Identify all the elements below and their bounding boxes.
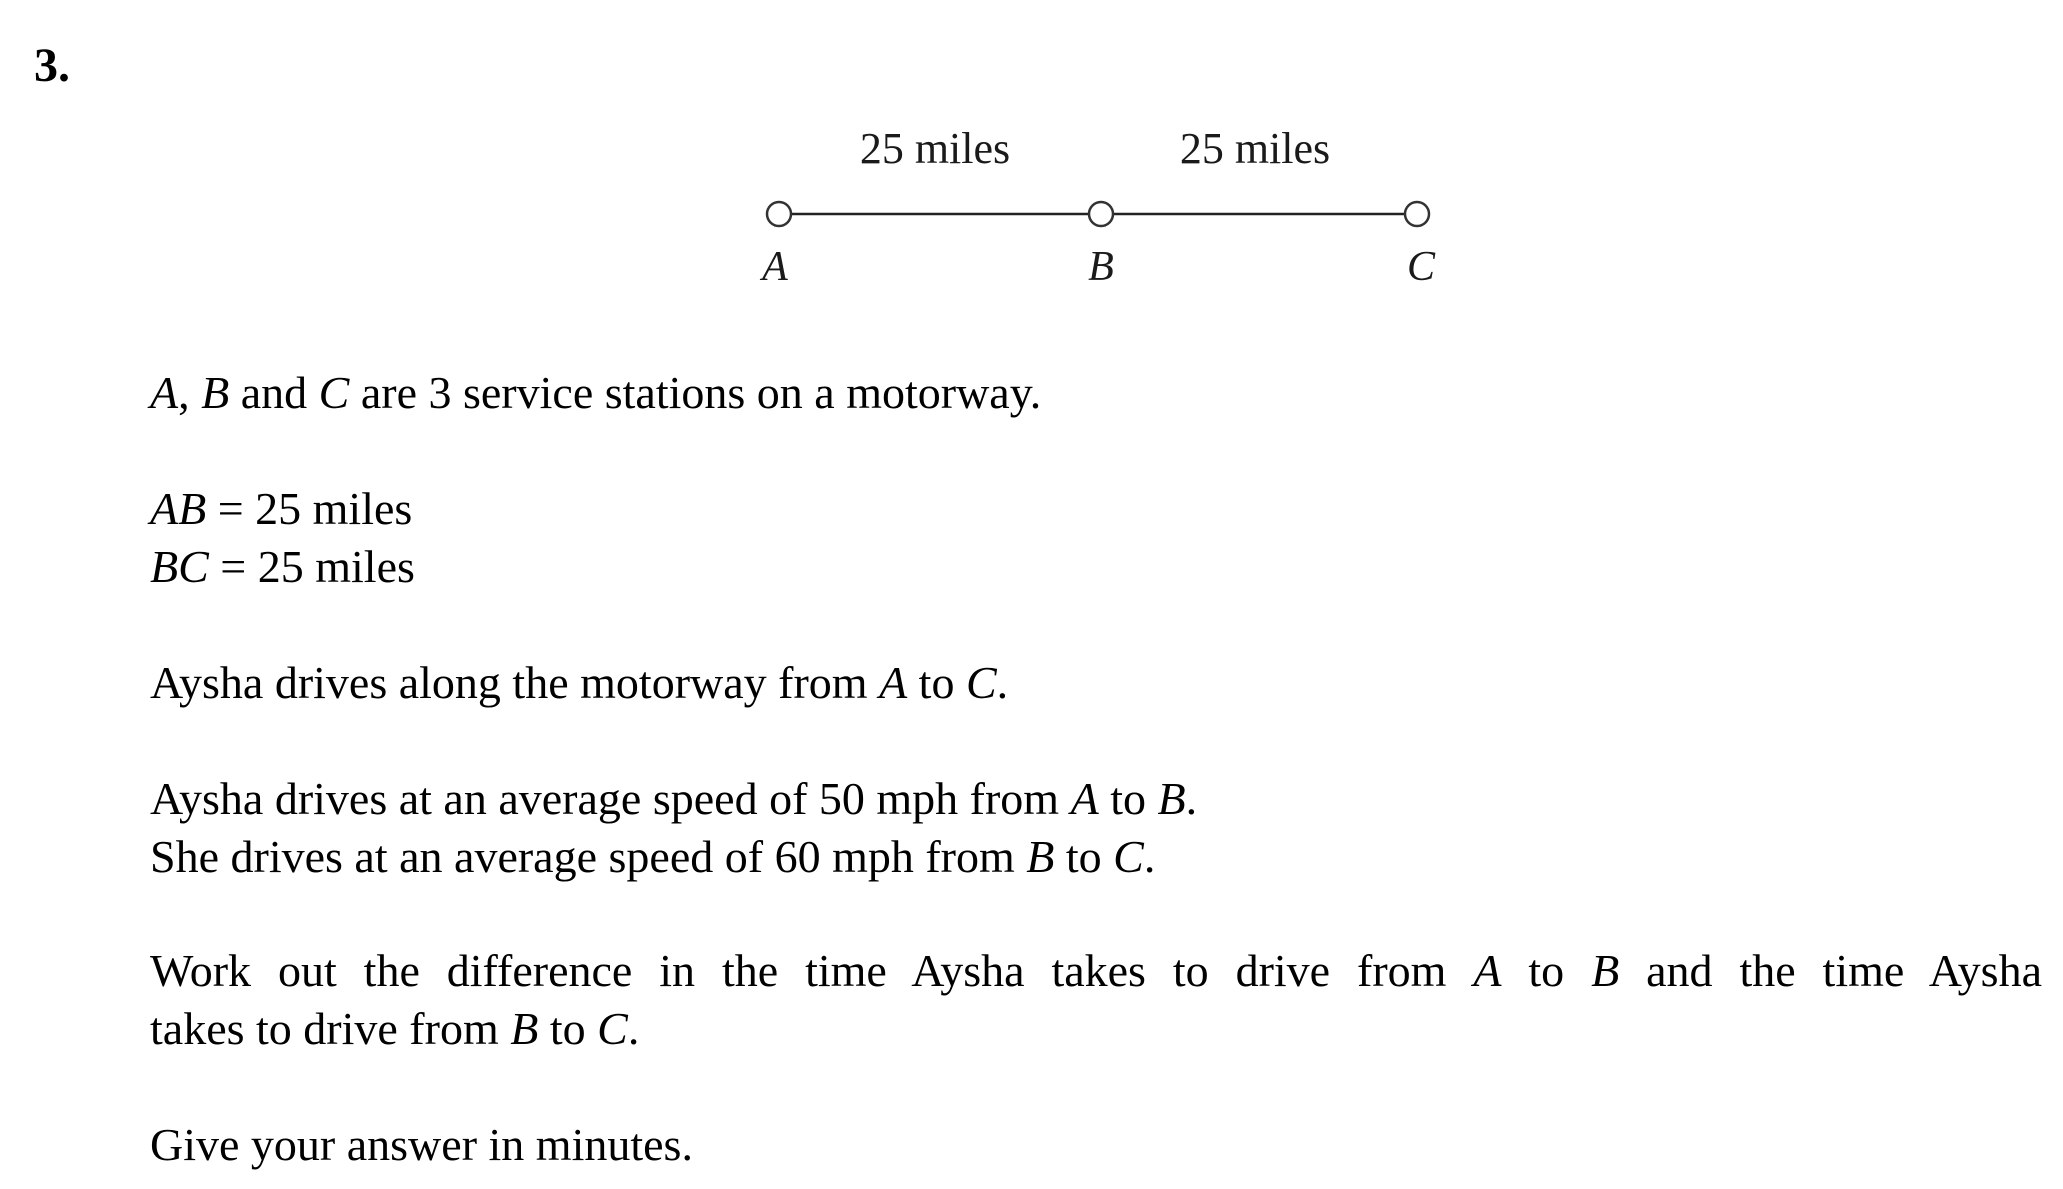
drive-text-1: Aysha drives along the motorway from [150, 657, 880, 708]
drive-paragraph [150, 654, 1008, 712]
answer-instruction-text: Give your answer in minutes. [150, 1119, 693, 1170]
station-b-label: B [1088, 244, 1114, 290]
motorway-diagram [0, 0, 2063, 320]
work2-text-2: to [538, 1003, 598, 1054]
speed-line-2 [150, 828, 1197, 886]
speed2-text-2: to [1054, 831, 1114, 882]
station-c-label: C [1406, 244, 1436, 290]
point-b: B [201, 367, 230, 418]
speed2-text-1: She drives at an average speed of 60 mph from [150, 831, 1027, 882]
speed1-text-3: . [1185, 773, 1198, 824]
point-a: A [150, 367, 179, 418]
speed-line-1 [150, 770, 1197, 828]
intro-sep-2: and [229, 367, 319, 418]
speed1-point-b: B [1157, 773, 1186, 824]
work-out-line-2 [150, 1000, 2042, 1058]
drive-text-2: to [907, 657, 966, 708]
work-out-paragraph [150, 942, 2042, 1058]
segment-label-bc: 25 miles [1179, 124, 1331, 173]
work2-point-c: C [597, 1003, 628, 1054]
answer-instruction [150, 1116, 693, 1174]
intro-paragraph [150, 364, 1041, 422]
drive-line [150, 654, 1008, 712]
speed1-text-2: to [1098, 773, 1158, 824]
ab-name: AB [150, 483, 207, 534]
work1-text-3: and the time Aysha [1619, 945, 2043, 996]
station-b-marker [1089, 202, 1113, 226]
speed2-point-c: C [1113, 831, 1144, 882]
work1-point-a: A [1473, 945, 1502, 996]
speed2-point-b: B [1026, 831, 1055, 882]
ab-value: = 25 miles [206, 483, 413, 534]
work1-text-1: Work out the difference in the time Aysha takes to drive from [150, 945, 1474, 996]
speed1-point-a: A [1070, 773, 1099, 824]
speed2-text-3: . [1143, 831, 1156, 882]
work1-point-b: B [1591, 945, 1620, 996]
bc-name: BC [150, 541, 209, 592]
station-a-label: A [762, 244, 788, 290]
work1-text-2: to [1501, 945, 1592, 996]
speed-paragraph [150, 770, 1197, 886]
bc-value: = 25 miles [208, 541, 415, 592]
speed1-text-1: Aysha drives at an average speed of 50 mph from [150, 773, 1071, 824]
drive-point-c: C [965, 657, 997, 708]
intro-sep-3: are 3 service stations on a motorway. [349, 367, 1042, 418]
segment-label-ab: 25 miles [859, 124, 1011, 173]
intro-sep-1: , [178, 367, 202, 418]
intro-line [150, 364, 1041, 422]
bc-distance-line [150, 538, 415, 596]
point-c: C [318, 367, 350, 418]
work2-text-1: takes to drive from [150, 1003, 511, 1054]
question-number: 3. [34, 39, 70, 92]
ab-distance-line [150, 480, 415, 538]
work-out-line-1 [150, 942, 2042, 1000]
drive-point-a: A [879, 657, 908, 708]
distances-paragraph [150, 480, 415, 596]
work2-point-b: B [510, 1003, 539, 1054]
station-a-marker [767, 202, 791, 226]
station-c-marker [1405, 202, 1429, 226]
drive-text-3: . [996, 657, 1009, 708]
work2-text-3: . [627, 1003, 640, 1054]
